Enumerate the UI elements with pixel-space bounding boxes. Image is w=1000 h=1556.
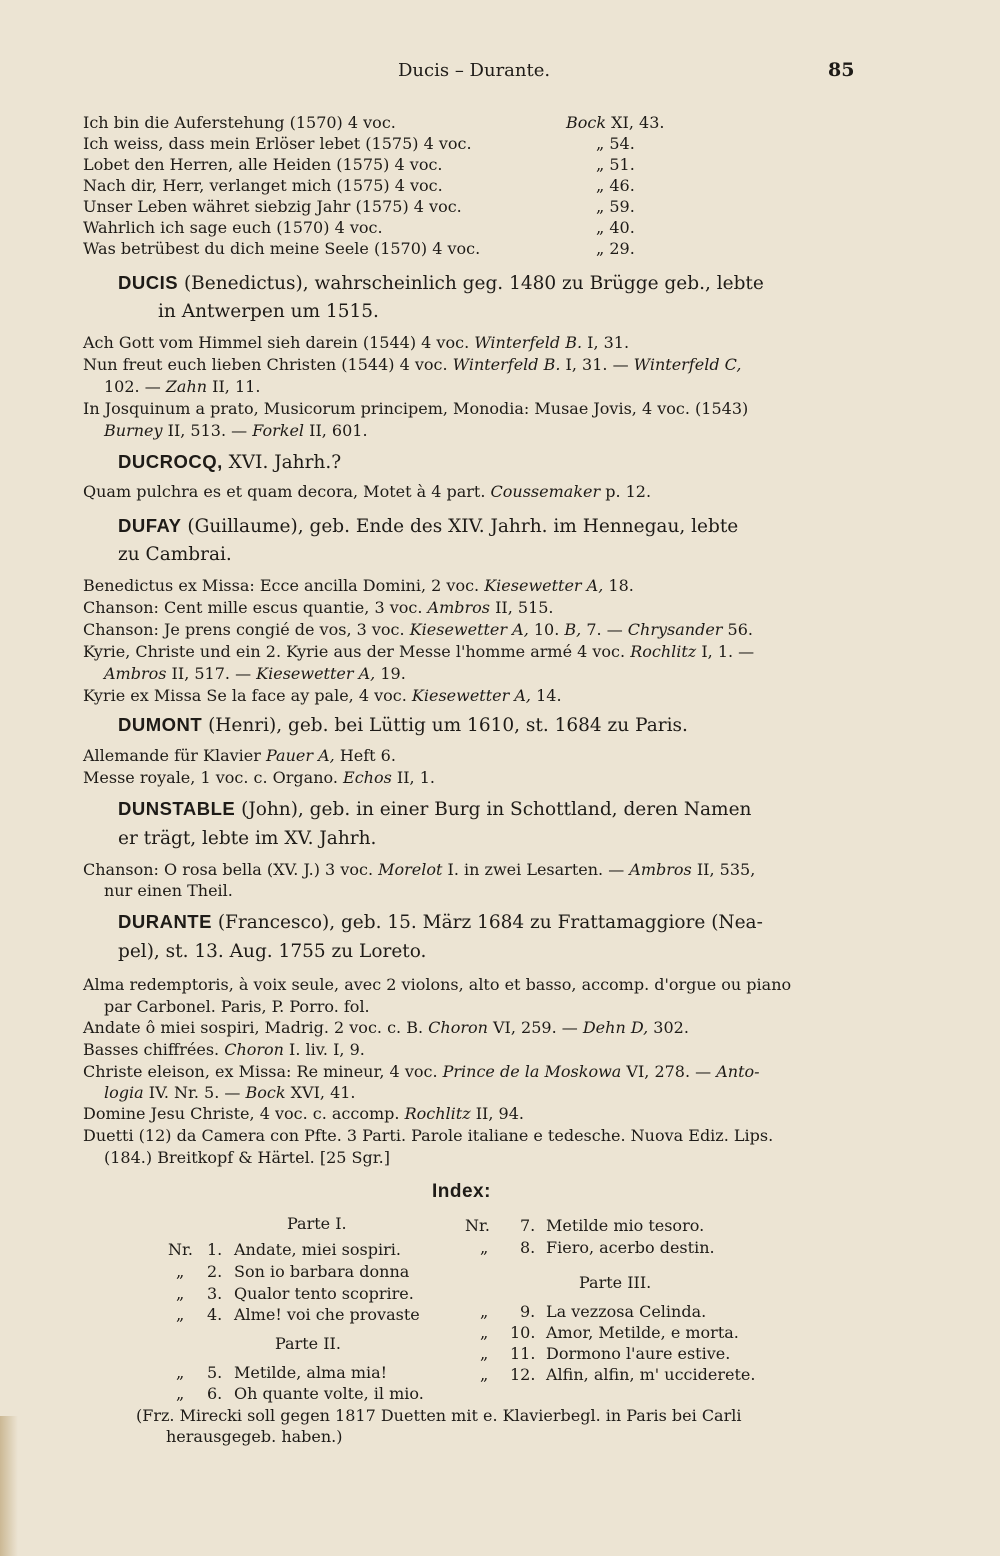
index-item-number: 2. <box>207 1262 223 1281</box>
work-line: Duetti (12) da Camera con Pfte. 3 Parti. Parole italiane e tedesche. Nuova Ediz. Lips. <box>83 1126 774 1145</box>
page-number: 85 <box>828 59 855 81</box>
work-line: Chanson: Je prens congié de vos, 3 voc. Kiesewetter A, 10. B, 7. — Chrysander 56. <box>83 620 753 639</box>
index-item: „ <box>480 1323 489 1342</box>
index-item-title: Metilde mio tesoro. <box>546 1216 705 1235</box>
work-line: par Carbonel. Paris, P. Porro. fol. <box>104 997 370 1016</box>
list-item: Ich weiss, dass mein Erlöser lebet (1575) 4 voc. <box>83 134 472 153</box>
index-item: „ <box>480 1344 489 1363</box>
index-item-number: 8. <box>520 1238 536 1257</box>
index-item-title: Alfin, alfin, m' ucciderete. <box>546 1365 756 1384</box>
index-item-number: 5. <box>207 1363 223 1382</box>
index-item-number: 1. <box>207 1240 223 1259</box>
index-item-title: Fiero, acerbo destin. <box>546 1238 715 1257</box>
work-line: Domine Jesu Christe, 4 voc. c. accomp. Rochlitz II, 94. <box>83 1104 524 1123</box>
work-line: Kyrie, Christe und ein 2. Kyrie aus der Messe l'homme armé 4 voc. Rochlitz I, 1. — <box>83 642 755 661</box>
index-item-title: Andate, miei sospiri. <box>234 1240 401 1259</box>
list-item: Wahrlich ich sage euch (1570) 4 voc. <box>83 218 383 237</box>
list-item: Unser Leben währet siebzig Jahr (1575) 4 voc. <box>83 197 462 216</box>
index-item: „ <box>176 1363 185 1382</box>
index-item-title: La vezzosa Celinda. <box>546 1302 707 1321</box>
work-line: Quam pulchra es et quam decora, Motet à 4 part. Coussemaker p. 12. <box>83 482 652 501</box>
index-item: „ <box>480 1238 489 1257</box>
entry-heading: DUNSTABLE (John), geb. in einer Burg in Schottland, deren Namen <box>118 798 752 820</box>
index-note: (Frz. Mirecki soll gegen 1817 Duetten mit e. Klavierbegl. in Paris bei Carli <box>136 1406 742 1425</box>
entry-heading-cont: in Antwerpen um 1515. <box>158 301 379 322</box>
work-line: Burney II, 513. — Forkel II, 601. <box>104 421 368 440</box>
work-line: Chanson: O rosa bella (XV. J.) 3 voc. Morelot I. in zwei Lesarten. — Ambros II, 535, <box>83 860 756 879</box>
work-line: (184.) Breitkopf & Härtel. [25 Sgr.] <box>104 1148 390 1167</box>
entry-heading-cont: er trägt, lebte im XV. Jahrh. <box>118 828 377 849</box>
index-item-title: Alme! voi che provaste <box>234 1305 420 1324</box>
running-title: Ducis – Durante. <box>398 60 551 81</box>
work-line: In Josquinum a prato, Musicorum principem, Monodia: Musae Jovis, 4 voc. (1543) <box>83 399 749 418</box>
index-item-title: Dormono l'aure estive. <box>546 1344 731 1363</box>
entry-heading: DUMONT (Henri), geb. bei Lüttig um 1610, st. 1684 zu Paris. <box>118 714 688 736</box>
index-item: „ <box>176 1384 185 1403</box>
citation: „ 54. <box>596 134 635 153</box>
list-item: Was betrübest du dich meine Seele (1570) 4 voc. <box>83 239 481 258</box>
citation: „ 40. <box>596 218 635 237</box>
index-item-number: 4. <box>207 1305 223 1324</box>
work-line: Nun freut euch lieben Christen (1544) 4 voc. Winterfeld B. I, 31. — Winterfeld C, <box>83 355 742 374</box>
work-line: Messe royale, 1 voc. c. Organo. Echos II, 1. <box>83 768 435 787</box>
list-item: Nach dir, Herr, verlanget mich (1575) 4 voc. <box>83 176 443 195</box>
list-item: Ich bin die Auferstehung (1570) 4 voc. <box>83 113 396 132</box>
index-item-number: 6. <box>207 1384 223 1403</box>
work-line: Chanson: Cent mille escus quantie, 3 voc. Ambros II, 515. <box>83 598 554 617</box>
index-item-number: 3. <box>207 1284 223 1303</box>
index-item-number: 7. <box>520 1216 536 1235</box>
index-item: „ <box>480 1365 489 1384</box>
work-line: Alma redemptoris, à voix seule, avec 2 violons, alto et basso, accomp. d'orgue ou piano <box>83 975 792 994</box>
index-title: Index: <box>432 1181 491 1202</box>
index-item: „ <box>176 1284 185 1303</box>
citation: „ 51. <box>596 155 635 174</box>
index-item-title: Qualor tento scoprire. <box>234 1284 414 1303</box>
page-edge-shadow <box>0 1416 18 1556</box>
work-line: Ambros II, 517. — Kiesewetter A, 19. <box>104 664 406 683</box>
citation: „ 29. <box>596 239 635 258</box>
entry-heading-cont: pel), st. 13. Aug. 1755 zu Loreto. <box>118 941 427 962</box>
index-item-number: 12. <box>510 1365 536 1384</box>
work-line: Basses chiffrées. Choron I. liv. I, 9. <box>83 1040 365 1059</box>
index-item: „ <box>480 1302 489 1321</box>
work-line: Benedictus ex Missa: Ecce ancilla Domini, 2 voc. Kiesewetter A, 18. <box>83 576 634 595</box>
index-item: Nr. <box>465 1216 490 1235</box>
work-line: 102. — Zahn II, 11. <box>104 377 261 396</box>
index-item-number: 10. <box>510 1323 536 1342</box>
entry-heading: DUFAY (Guillaume), geb. Ende des XIV. Jahrh. im Hennegau, lebte <box>118 515 739 537</box>
index-item: „ <box>176 1262 185 1281</box>
entry-heading: DUCROCQ, XVI. Jahrh.? <box>118 451 342 473</box>
index-item-title: Oh quante volte, il mio. <box>234 1384 424 1403</box>
work-line: Allemande für Klavier Pauer A, Heft 6. <box>83 746 396 765</box>
entry-heading: DUCIS (Benedictus), wahrscheinlich geg. 1480 zu Brügge geb., lebte <box>118 272 764 294</box>
index-section-label: Parte II. <box>275 1334 341 1353</box>
entry-heading: DURANTE (Francesco), geb. 15. März 1684 zu Frattamaggiore (Nea- <box>118 911 763 933</box>
list-item: Lobet den Herren, alle Heiden (1575) 4 voc. <box>83 155 443 174</box>
index-item-number: 9. <box>520 1302 536 1321</box>
index-item: „ <box>176 1305 185 1324</box>
work-line: logia IV. Nr. 5. — Bock XVI, 41. <box>104 1083 356 1102</box>
citation: „ 59. <box>596 197 635 216</box>
entry-heading-cont: zu Cambrai. <box>118 544 232 565</box>
index-section-label: Parte III. <box>579 1273 652 1292</box>
index-item-number: 11. <box>510 1344 536 1363</box>
index-item-title: Metilde, alma mia! <box>234 1363 388 1382</box>
work-line: Kyrie ex Missa Se la face ay pale, 4 voc. Kiesewetter A, 14. <box>83 686 562 705</box>
index-item-title: Amor, Metilde, e morta. <box>546 1323 739 1342</box>
work-line: Andate ô miei sospiri, Madrig. 2 voc. c. B. Choron VI, 259. — Dehn D, 302. <box>83 1018 689 1037</box>
citation: Bock XI, 43. <box>566 113 665 132</box>
citation: „ 46. <box>596 176 635 195</box>
index-item: Nr. <box>168 1240 193 1259</box>
work-line: nur einen Theil. <box>104 881 233 900</box>
index-item-title: Son io barbara donna <box>234 1262 410 1281</box>
work-line: Christe eleison, ex Missa: Re mineur, 4 voc. Prince de la Moskowa VI, 278. — Anto- <box>83 1062 760 1081</box>
index-section-label: Parte I. <box>287 1214 347 1233</box>
work-line: Ach Gott vom Himmel sieh darein (1544) 4 voc. Winterfeld B. I, 31. <box>83 333 630 352</box>
index-note: herausgegeb. haben.) <box>166 1427 343 1446</box>
